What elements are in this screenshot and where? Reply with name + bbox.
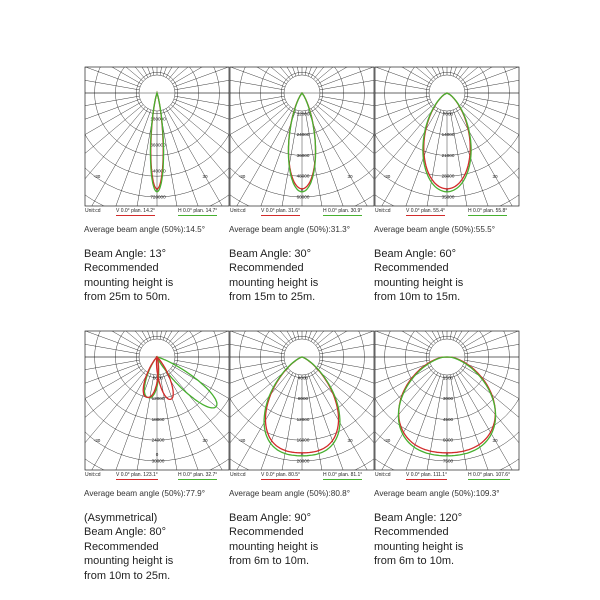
grid-spoke <box>229 66 285 87</box>
grid-spoke <box>84 102 141 193</box>
grid-spoke <box>84 66 143 81</box>
grid-spoke <box>84 360 139 392</box>
grid-spoke <box>169 107 230 212</box>
average-beam-angle: Average beam angle (50%):109.3° <box>374 489 500 498</box>
angle-label-right: 30 <box>492 438 498 443</box>
grid-spoke <box>229 330 288 345</box>
grid-spoke <box>229 66 286 84</box>
description-line: mounting height is <box>374 540 464 553</box>
grid-spoke <box>374 330 433 345</box>
beam-description <box>374 511 534 569</box>
grid-spoke <box>464 66 520 87</box>
grid-spoke <box>464 330 520 351</box>
grid-spoke <box>374 96 429 128</box>
grid-spoke <box>173 366 230 457</box>
grid-spoke <box>311 66 375 77</box>
grid-spoke <box>314 371 375 476</box>
unit-label: Unit:cd <box>85 472 101 478</box>
radial-tick-label: 360000 <box>150 142 166 148</box>
description-line: Beam Angle: 120° <box>374 512 463 524</box>
legend-horizontal-plane: H 0.0° plan. 107.6° <box>468 472 511 478</box>
grid-spoke <box>175 360 230 392</box>
grid-spoke <box>379 374 441 476</box>
unit-label: Unit:cd <box>375 472 391 478</box>
description-line: mounting height is <box>229 540 319 553</box>
polar-plot <box>84 330 230 476</box>
radial-tick-label: 3000 <box>442 396 454 402</box>
legend-row <box>229 207 375 217</box>
angle-label-right: 30 <box>202 174 208 179</box>
grid-spoke <box>308 110 370 212</box>
angle-label-bottom: 0 <box>300 188 304 193</box>
grid-spoke <box>374 366 431 457</box>
grid-spoke <box>374 371 435 476</box>
grid-spoke <box>374 66 438 77</box>
radial-tick-label: 12000 <box>296 111 310 117</box>
grid-spoke <box>174 330 230 351</box>
grid-spoke <box>229 107 290 212</box>
grid-spoke <box>229 369 288 476</box>
radial-tick-label: 21000 <box>441 152 455 158</box>
grid-spoke <box>318 102 375 193</box>
description-line: Recommended <box>229 526 304 539</box>
legend-vertical-plane: V 0.0° plan. 111.1° <box>406 472 448 478</box>
angle-label-left: -30 <box>93 174 101 179</box>
legend-horizontal-plane: H 0.0° plan. 81.1° <box>323 472 363 478</box>
grid-spoke <box>463 66 520 84</box>
average-beam-angle: Average beam angle (50%):80.8° <box>229 489 351 498</box>
legend-vertical-plane: V 0.0° plan. 55.4° <box>406 208 446 214</box>
grid-spoke <box>314 330 375 343</box>
polar-plot <box>84 66 230 212</box>
grid-spoke <box>169 330 230 343</box>
radial-tick-label: 20000 <box>296 458 310 464</box>
horizontal-plane-curve <box>157 357 217 408</box>
grid-spoke <box>316 66 375 81</box>
angle-label-left: -30 <box>93 438 101 443</box>
grid-spoke <box>314 107 375 212</box>
grid-spoke <box>234 110 296 212</box>
angle-label-left: -30 <box>383 438 391 443</box>
radial-tick-label: 7500 <box>442 458 454 464</box>
grid-spoke <box>175 96 230 128</box>
polar-plot <box>229 66 375 212</box>
radial-tick-label: 4000 <box>297 375 309 381</box>
grid-spoke <box>84 96 139 128</box>
grid-spoke <box>229 373 293 476</box>
grid-spoke <box>374 109 438 212</box>
grid-spoke <box>89 110 151 212</box>
description-line: from 15m to 25m. <box>229 291 316 304</box>
radial-tick-label: 180000 <box>150 116 166 122</box>
polar-plot <box>374 330 520 476</box>
grid-spoke <box>465 360 520 392</box>
grid-spoke <box>456 66 520 77</box>
average-beam-angle: Average beam angle (50%):77.9° <box>84 489 206 498</box>
grid-spoke <box>461 330 520 345</box>
grid-spoke <box>311 109 375 212</box>
grid-spoke <box>456 330 520 341</box>
radial-tick-label: 4500 <box>442 416 454 422</box>
grid-spoke <box>229 371 290 476</box>
description-line: Recommended <box>84 262 159 275</box>
angle-label-left: -30 <box>238 438 246 443</box>
radial-tick-label: 48000 <box>296 173 310 179</box>
grid-spoke <box>173 330 230 348</box>
grid-spoke <box>311 373 375 476</box>
legend-horizontal-plane: H 0.0° plan. 14.7° <box>178 208 218 214</box>
legend-horizontal-plane: H 0.0° plan. 32.7° <box>178 472 218 478</box>
legend-horizontal-plane: H 0.0° plan. 55.8° <box>468 208 508 214</box>
grid-spoke <box>374 66 435 79</box>
legend-row <box>374 471 520 481</box>
description-line: from 10m to 15m. <box>374 291 461 304</box>
unit-label: Unit:cd <box>230 208 246 214</box>
grid-spoke <box>171 330 230 345</box>
radial-tick-label: 6000 <box>442 437 454 443</box>
radial-tick-label: 35000 <box>441 194 455 200</box>
grid-spoke <box>229 330 290 343</box>
grid-spoke <box>316 330 375 345</box>
description-line: from 25m to 50m. <box>84 291 171 304</box>
legend-horizontal-plane: H 0.0° plan. 30.9° <box>323 208 363 214</box>
grid-spoke <box>311 330 375 341</box>
grid-spoke <box>374 107 435 212</box>
radial-tick-label: 7000 <box>442 111 454 117</box>
polar-plot <box>229 330 375 476</box>
grid-spoke <box>169 371 230 476</box>
angle-label-bottom: 0 <box>445 452 449 457</box>
average-beam-angle: Average beam angle (50%):31.3° <box>229 225 351 234</box>
legend-row <box>84 207 230 217</box>
grid-spoke <box>459 330 520 343</box>
radial-tick-label: 720000 <box>150 194 166 200</box>
radial-tick-label: 1500 <box>442 375 454 381</box>
radial-tick-label: 24000 <box>296 132 310 138</box>
grid-spoke <box>459 371 520 476</box>
grid-spoke <box>166 373 230 476</box>
grid-spoke <box>229 360 284 392</box>
angle-label-bottom: 0 <box>445 188 449 193</box>
description-line: Beam Angle: 30° <box>229 248 312 260</box>
grid-spoke <box>374 330 431 348</box>
angle-label-left: -30 <box>238 174 246 179</box>
description-line: Recommended <box>374 262 449 275</box>
legend-row <box>229 471 375 481</box>
grid-spoke <box>171 66 230 81</box>
description-line: (Asymmetrical) <box>84 512 158 524</box>
beam-description <box>84 511 244 583</box>
grid-spoke <box>320 96 375 128</box>
grid-spoke <box>316 369 375 476</box>
grid-spoke <box>84 107 145 212</box>
legend-vertical-plane: V 0.0° plan. 14.2° <box>116 208 156 214</box>
grid-spoke <box>459 66 520 79</box>
grid-spoke <box>84 330 143 345</box>
grid-spoke <box>229 96 284 128</box>
grid-spoke <box>456 109 520 212</box>
grid-spoke <box>374 369 433 476</box>
grid-spoke <box>84 371 145 476</box>
radial-tick-label: 12000 <box>151 396 165 402</box>
radial-tick-label: 12000 <box>296 416 310 422</box>
grid-spoke <box>84 109 148 212</box>
beam-description <box>229 247 389 305</box>
grid-spoke <box>316 105 375 212</box>
angle-label-right: 30 <box>347 174 353 179</box>
beam-description <box>374 247 534 305</box>
grid-spoke <box>174 66 230 87</box>
grid-spoke <box>453 374 515 476</box>
grid-spoke <box>374 360 429 392</box>
grid-spoke <box>461 66 520 81</box>
grid-spoke <box>374 330 430 351</box>
beam-description <box>229 511 389 569</box>
grid-spoke <box>320 360 375 392</box>
grid-spoke <box>374 66 433 81</box>
grid-spoke <box>84 373 148 476</box>
description-line: from 6m to 10m. <box>229 555 310 568</box>
angle-label-right: 30 <box>202 438 208 443</box>
legend-row <box>374 207 520 217</box>
angle-label-left: -30 <box>383 174 391 179</box>
unit-label: Unit:cd <box>375 208 391 214</box>
legend-vertical-plane: V 0.0° plan. 31.6° <box>261 208 301 214</box>
grid-spoke <box>463 330 520 348</box>
description-line: from 10m to 25m. <box>84 569 171 582</box>
beam-description <box>84 247 244 305</box>
description-line: Beam Angle: 60° <box>374 248 457 260</box>
grid-spoke <box>229 66 288 81</box>
description-line: Recommended <box>84 540 159 553</box>
grid-spoke <box>84 366 141 457</box>
grid-spoke <box>453 110 515 212</box>
average-beam-angle: Average beam angle (50%):14.5° <box>84 225 206 234</box>
grid-spoke <box>319 330 375 351</box>
grid-spoke <box>459 107 520 212</box>
grid-spoke <box>374 330 435 343</box>
grid-spoke <box>84 66 145 79</box>
grid-spoke <box>166 109 230 212</box>
radial-tick-label: 30000 <box>151 458 165 464</box>
grid-spoke <box>84 66 141 84</box>
grid-spoke <box>171 105 230 212</box>
grid-spoke <box>229 109 293 212</box>
legend-vertical-plane: V 0.0° plan. 80.5° <box>261 472 301 478</box>
unit-label: Unit:cd <box>85 208 101 214</box>
angle-label-bottom: 0 <box>155 452 159 457</box>
grid-spoke <box>84 66 140 87</box>
grid-spoke <box>461 369 520 476</box>
description-line: Recommended <box>374 526 449 539</box>
radial-tick-label: 6000 <box>152 375 164 381</box>
grid-spoke <box>89 374 151 476</box>
description-line: mounting height is <box>84 276 174 289</box>
average-beam-angle: Average beam angle (50%):55.5° <box>374 225 496 234</box>
grid-spoke <box>84 330 148 341</box>
radial-tick-label: 14000 <box>441 132 455 138</box>
grid-spoke <box>84 330 145 343</box>
angle-label-right: 30 <box>347 438 353 443</box>
grid-spoke <box>171 369 230 476</box>
grid-spoke <box>229 102 286 193</box>
grid-spoke <box>319 66 375 87</box>
grid-spoke <box>84 66 148 77</box>
description-line: Beam Angle: 80° <box>84 526 167 539</box>
radial-tick-label: 540000 <box>150 168 166 174</box>
description-line: mounting height is <box>84 555 174 568</box>
grid-spoke <box>166 330 230 341</box>
grid-spoke <box>229 105 288 212</box>
grid-spoke <box>463 366 520 457</box>
grid-spoke <box>379 110 441 212</box>
grid-spoke <box>374 66 430 87</box>
grid-spoke <box>173 102 230 193</box>
angle-label-bottom: 0 <box>300 452 304 457</box>
radial-tick-label: 28000 <box>441 173 455 179</box>
radial-tick-label: 16000 <box>296 437 310 443</box>
grid-spoke <box>166 66 230 77</box>
grid-spoke <box>169 66 230 79</box>
description-line: Beam Angle: 13° <box>84 248 167 260</box>
angle-label-right: 30 <box>492 174 498 179</box>
grid-spoke <box>84 330 140 351</box>
legend-vertical-plane: V 0.0° plan. 123.1° <box>116 472 158 478</box>
radial-tick-label: 24000 <box>151 437 165 443</box>
description-line: mounting height is <box>374 276 464 289</box>
grid-spoke <box>314 66 375 79</box>
grid-spoke <box>374 330 438 341</box>
radial-tick-label: 18000 <box>151 416 165 422</box>
grid-spoke <box>84 105 143 212</box>
unit-label: Unit:cd <box>230 472 246 478</box>
grid-spoke <box>229 66 293 77</box>
grid-spoke <box>84 330 141 348</box>
radial-tick-label: 36000 <box>296 152 310 158</box>
grid-spoke <box>173 66 230 84</box>
grid-spoke <box>84 369 143 476</box>
grid-spoke <box>229 66 290 79</box>
polar-plot <box>374 66 520 212</box>
grid-spoke <box>318 66 375 84</box>
description-line: Beam Angle: 90° <box>229 512 312 524</box>
grid-spoke <box>229 330 285 351</box>
grid-spoke <box>318 330 375 348</box>
grid-spoke <box>465 96 520 128</box>
radial-tick-label: 60000 <box>296 194 310 200</box>
description-line: mounting height is <box>229 276 319 289</box>
description-line: Recommended <box>229 262 304 275</box>
legend-row <box>84 471 230 481</box>
grid-spoke <box>229 330 293 341</box>
radial-tick-label: 8000 <box>297 396 309 402</box>
grid-spoke <box>229 330 286 348</box>
grid-spoke <box>374 66 431 84</box>
angle-label-bottom: 0 <box>155 188 159 193</box>
description-line: from 6m to 10m. <box>374 555 455 568</box>
grid-spoke <box>163 110 225 212</box>
